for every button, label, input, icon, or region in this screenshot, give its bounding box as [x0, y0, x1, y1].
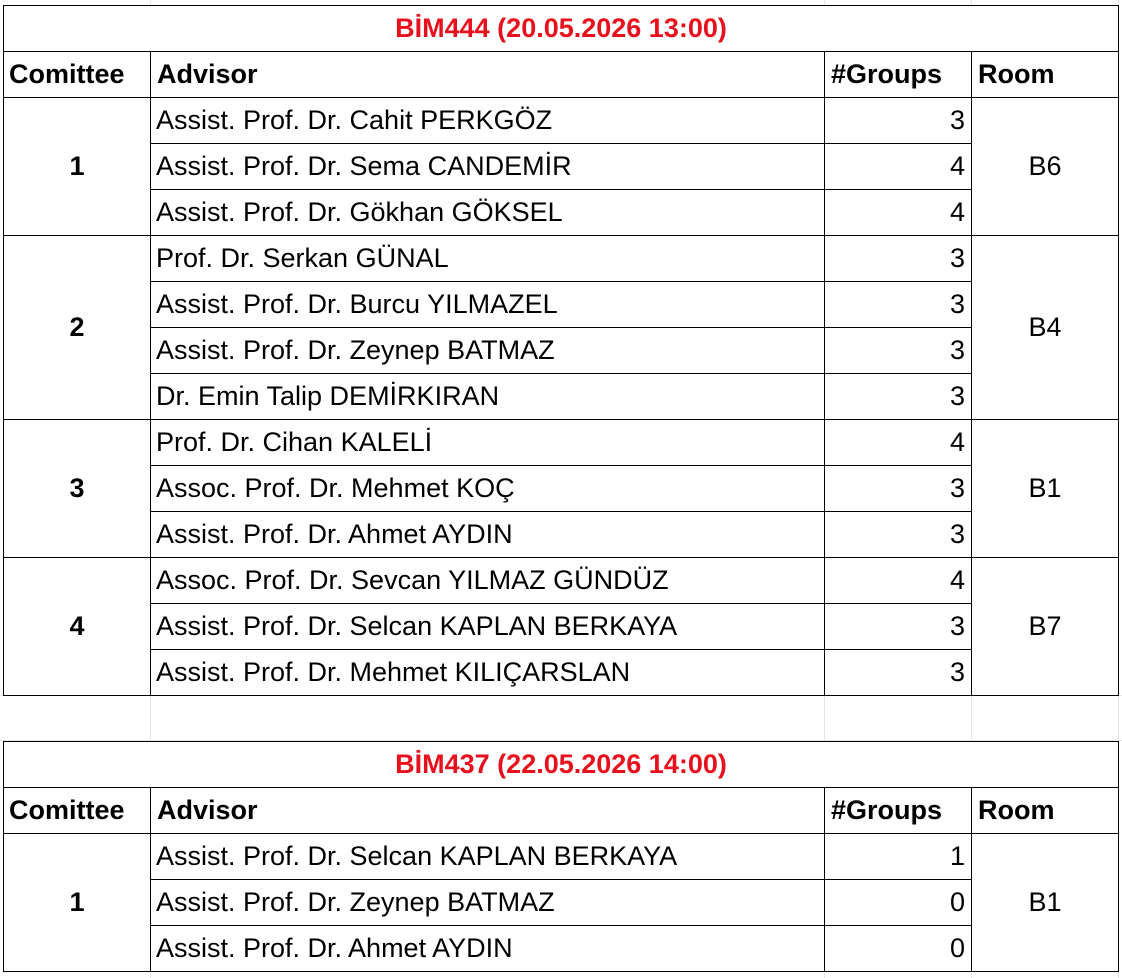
- groups-cell[interactable]: 4: [825, 190, 972, 236]
- advisor-cell[interactable]: Assist. Prof. Dr. Selcan KAPLAN BERKAYA: [151, 834, 825, 880]
- table-row: [4, 374, 1119, 420]
- table-row: [4, 190, 1119, 236]
- header-room[interactable]: Room: [972, 52, 1119, 98]
- advisor-cell[interactable]: Assist. Prof. Dr. Zeynep BATMAZ: [151, 328, 825, 374]
- advisor-cell[interactable]: Assist. Prof. Dr. Zeynep BATMAZ: [151, 880, 825, 926]
- advisor-cell[interactable]: Prof. Dr. Serkan GÜNAL: [151, 236, 825, 282]
- advisor-cell[interactable]: Assist. Prof. Dr. Ahmet AYDIN: [151, 926, 825, 972]
- groups-cell[interactable]: 4: [825, 420, 972, 466]
- committee-number-cell[interactable]: 3: [4, 420, 151, 558]
- table-row: [4, 420, 1119, 466]
- table-row: [4, 834, 1119, 880]
- header-groups[interactable]: #Groups: [825, 788, 972, 834]
- groups-cell[interactable]: 3: [825, 374, 972, 420]
- table-row: [4, 650, 1119, 696]
- table-row: [4, 282, 1119, 328]
- header-committee[interactable]: Comittee: [4, 52, 151, 98]
- advisor-cell[interactable]: Assist. Prof. Dr. Sema CANDEMİR: [151, 144, 825, 190]
- table-row: [4, 926, 1119, 972]
- room-cell[interactable]: B4: [972, 236, 1119, 420]
- committee-number-cell[interactable]: 2: [4, 236, 151, 420]
- header-committee[interactable]: Comittee: [4, 788, 151, 834]
- room-cell[interactable]: B6: [972, 98, 1119, 236]
- table-title-row: [4, 742, 1119, 788]
- groups-cell[interactable]: 3: [825, 328, 972, 374]
- groups-cell[interactable]: 0: [825, 926, 972, 972]
- groups-cell[interactable]: 3: [825, 282, 972, 328]
- table-row: [4, 558, 1119, 604]
- groups-cell[interactable]: 3: [825, 98, 972, 144]
- groups-cell[interactable]: 3: [825, 604, 972, 650]
- table-row: [4, 604, 1119, 650]
- advisor-cell[interactable]: Assoc. Prof. Dr. Mehmet KOÇ: [151, 466, 825, 512]
- committee-number-cell[interactable]: 1: [4, 834, 151, 972]
- table-title[interactable]: BİM444 (20.05.2026 13:00): [4, 6, 1119, 52]
- header-advisor[interactable]: Advisor: [151, 52, 825, 98]
- groups-cell[interactable]: 4: [825, 144, 972, 190]
- advisor-cell[interactable]: Assist. Prof. Dr. Ahmet AYDIN: [151, 512, 825, 558]
- table-title[interactable]: BİM437 (22.05.2026 14:00): [4, 742, 1119, 788]
- groups-cell[interactable]: 4: [825, 558, 972, 604]
- table-row: [4, 98, 1119, 144]
- groups-cell[interactable]: 1: [825, 834, 972, 880]
- table-row: [4, 236, 1119, 282]
- groups-cell[interactable]: 3: [825, 512, 972, 558]
- advisor-cell[interactable]: Assist. Prof. Dr. Gökhan GÖKSEL: [151, 190, 825, 236]
- header-groups[interactable]: #Groups: [825, 52, 972, 98]
- advisor-cell[interactable]: Assist. Prof. Dr. Burcu YILMAZEL: [151, 282, 825, 328]
- header-row: [4, 52, 1119, 98]
- table-row: [4, 880, 1119, 926]
- groups-cell[interactable]: 0: [825, 880, 972, 926]
- table-title-row: [4, 6, 1119, 52]
- groups-cell[interactable]: 3: [825, 236, 972, 282]
- room-cell[interactable]: B7: [972, 558, 1119, 696]
- header-advisor[interactable]: Advisor: [151, 788, 825, 834]
- advisor-cell[interactable]: Assist. Prof. Dr. Mehmet KILIÇARSLAN: [151, 650, 825, 696]
- advisor-cell[interactable]: Assoc. Prof. Dr. Sevcan YILMAZ GÜNDÜZ: [151, 558, 825, 604]
- header-row: [4, 788, 1119, 834]
- advisor-cell[interactable]: Dr. Emin Talip DEMİRKIRAN: [151, 374, 825, 420]
- committee-number-cell[interactable]: 4: [4, 558, 151, 696]
- header-room[interactable]: Room: [972, 788, 1119, 834]
- exam-schedule-table-bim437: [3, 741, 1119, 972]
- table-row: [4, 144, 1119, 190]
- table-row: [4, 466, 1119, 512]
- advisor-cell[interactable]: Assist. Prof. Dr. Selcan KAPLAN BERKAYA: [151, 604, 825, 650]
- groups-cell[interactable]: 3: [825, 650, 972, 696]
- table-row: [4, 328, 1119, 374]
- advisor-cell[interactable]: Assist. Prof. Dr. Cahit PERKGÖZ: [151, 98, 825, 144]
- table-row: [4, 512, 1119, 558]
- advisor-cell[interactable]: Prof. Dr. Cihan KALELİ: [151, 420, 825, 466]
- exam-schedule-table-bim444: [3, 5, 1119, 696]
- committee-number-cell[interactable]: 1: [4, 98, 151, 236]
- room-cell[interactable]: B1: [972, 834, 1119, 972]
- room-cell[interactable]: B1: [972, 420, 1119, 558]
- groups-cell[interactable]: 3: [825, 466, 972, 512]
